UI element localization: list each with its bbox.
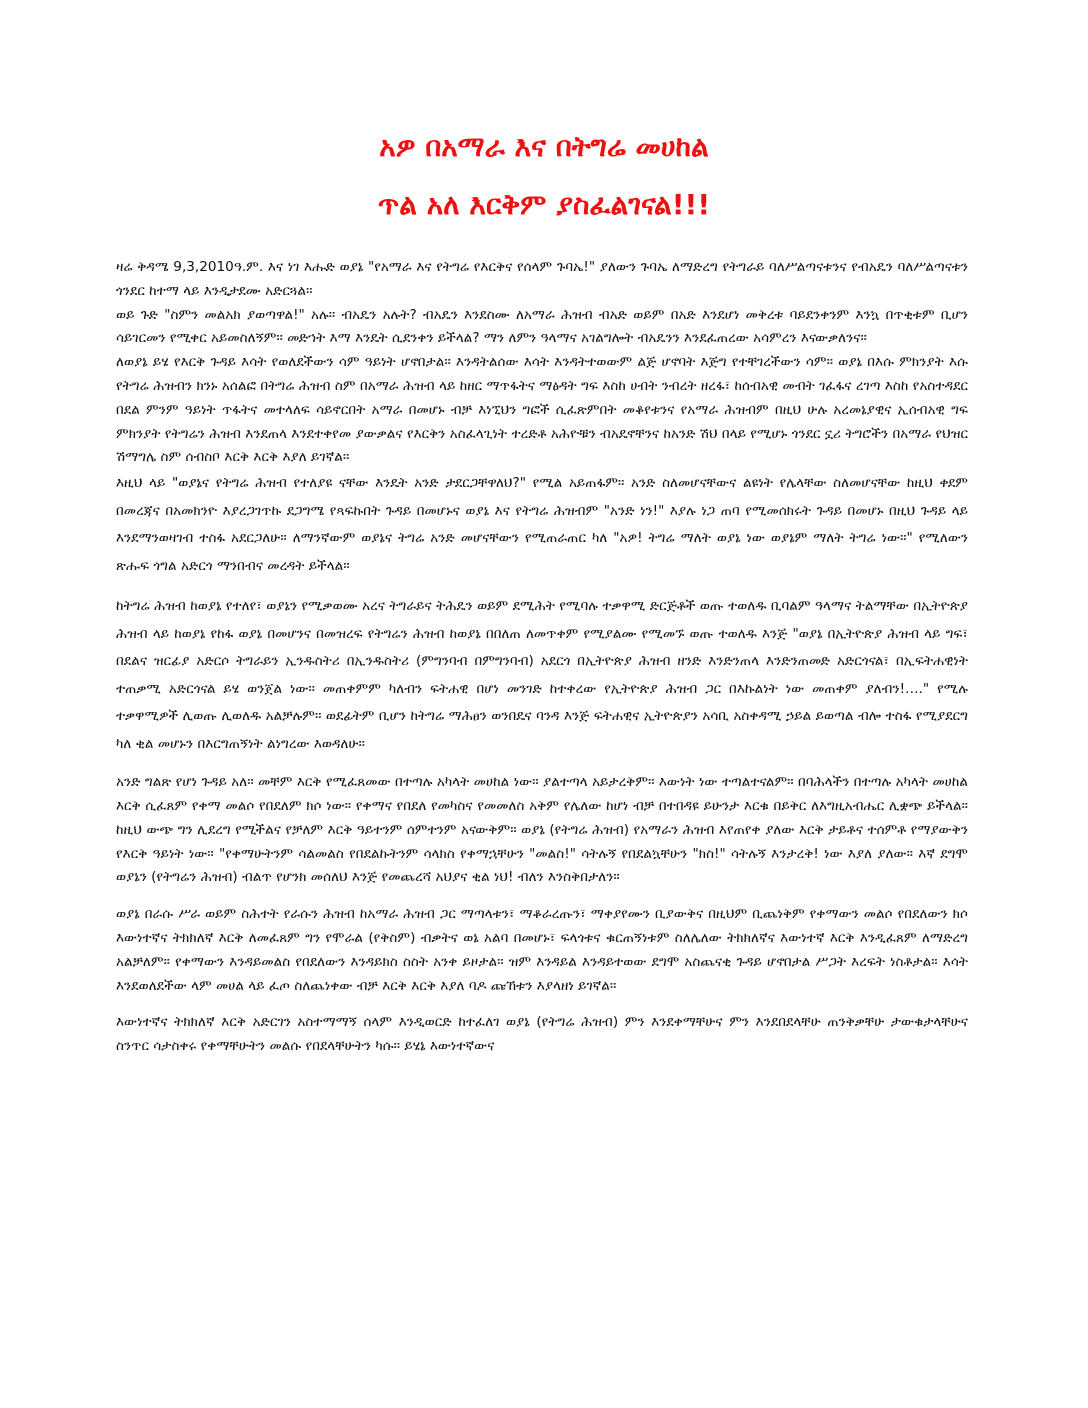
paragraph: ለወያኔ ይሄ የእርቅ ጉዳይ እሳት የወለደችውን ሳም ዓይነት ሆኖበታል፡፡ እንዳትልሰው እሳት እንዳትተወውም ልጅ ሆኖባት እጅግ የተቸገረችውን ሳም፡፡ ወያኔ በእሱ ምክንያት እሱ የትግሬ ሕዝብን ክንኑ አሰልፎ በትግሬ ሕዝብ ስም በአማራ ሕዝብ ላይ ከዘር ማጥፋትና ማፅዳት ግፍ እስከ ሀብት ንብረት ዘረፋ፣ ከሰብአዊ መብት ገፈፋና ረገጣ እስከ የአስተዳደር በደል ምንም ዓይነት ጥፋትና መተላለፍ ሳይኖርበት አማራ በመሆኑ ብቻ እነኚህን ግፎች ሲፈጽምበት መቆየቱንና የአማራ ሕዝብም በዚህ ሁሉ አረመኔያዊና ኢሰብአዊ ግፍ ምክንያት የትግሬን ሕዝብ እንደጠላ እንደተቀየመ ያውቃልና የእርቅን አስፈላጊነት ተረድቶ አሕዮቹን ብአዴኖቸንና ከአንድ ሽህ በላይ የሚሆኑ ጎንደር ኗሪ ትግሮችን በአማራ የህዝር ሽማግሌ ስም ሰብስቦ እርቅ እርቅ እያለ ይገኛል፡፡ [116,354,968,466]
paragraph: እውነተኛና ትክክለኛ እርቅ አድርገን አስተማማኝ ሰላም እንዲወርድ ከተፈለገ ወያኔ (የትግሬ ሕዝብ) ምን እንደቀማቸሁና ምን እንደበደላቸሁ ጠንቅቃቸሁ ታውቁታላቸሁና ስንጥር ሳታስቀሩ የቀማቸሁትን መልሱ የበደላቸሁትን ካሱ፡፡ ይሄኔ እውነተኛውና [116,1014,968,1055]
paragraph: ወያኔ በራሱ ሥራ ወይም ስሕተት የራሱን ሕዝብ ከአማራ ሕዝብ ጋር ማጣላቱን፣ ማቆራረጡን፣ ማቀያየሙን ቢያውቅና በዚህም ቢጨነቅም የቀማውን መልሶ የበደለውን ክሶ እውነተኛና ትክክለኛ እርቅ ለመፈጸም ግን የሞራል (የቅስም) ብቃትና ወኔ አልባ በመሆኑ፣ ፍላጎቱና ቁርጠኝነቱም ስለሌለው ትክክለኛና እውነተኛ እርቅ እንዲፈጸም ለማድረግ አልቻለም፡፡ የቀማውን እንዳይመልስ የበደለውን እንዳይክስ ስስት አንቀ ይዞታል፡፡ ዝም እንዳይል እንዳይተወው ደግሞ አስጨናቂ ጉዳይ ሆኖበታል ሥጋት እረፍት ነስቶታል፡፡ እሳት እንደወለደችው ላም መሀል ላይ ፈጦ ስለጨነቀው ብቻ እርቅ እርቅ እያለ ባዶ ጩኸቱን እያላዘነ ይገኛል፡፡ [116,906,968,994]
document-title-line-2: ጥል አለ እርቅም ያስፈልገናል!!! [377,188,711,221]
document-body [116,256,968,1059]
paragraph: ዛሬ ቅዳሜ 9,3,2010ዓ.ም. እና ነገ እሑድ ወያኔ "የአማራ እና የትግሬ የእርቅና የሰላም ጉባኤ!" ያለውን ጉባኤ ለማድረግ የትግራይ ባለሥልጣናቱንና የብአዴን ባለሥልጣናቱን ጎንደር ከተማ ላይ እንዲታደሙ አድርጓል፡፡ [116,259,968,299]
paragraph: እዚህ ላይ "ወያኔና የትግሬ ሕዝብ የተለያዩ ናቸው እንዴት አንድ ታደርጋቸዋለህ?" የሚል አይጠፋም፡፡ አንድ ስለመሆናቸውና ልዩነት የሌላቸው ስለመሆናቸው ከዚህ ቀደም በመረጃና በአመክንዮ እያረጋገጥኩ ደጋግሜ የጻፍኩበት ጉዳይ በመሆኑና ወያኔ እና የትግሬ ሕዝብም "አንድ ነን!" እያሉ ነጋ ጠባ የሚመሰክሩት ጉዳይ በመሆኑ በዚህ ጉዳይ ላይ እንደማንወዛገብ ተስፋ አደርጋለሁ፡፡ ለማንኛውም ወያኔና ትግሬ አንድ መሆናቸውን የሚጠራጠር ካለ "አዎ! ትግሬ ማለት ወያኔ ነው ወያኔም ማለት ትግሬ ነው፡፡" የሚለውን ጽሑፍ ጎግል አድርጎ ማንበብና መረዳት ይችላል፡፡ [116,475,968,574]
document-title-line-1: አዎ በአማራ እና በትግሬ መሀከል [379,130,709,163]
paragraph: ከትግሬ ሕዝብ ከወያኔ የተለየ፣ ወያኔን የሚቃወሙ አረና ትግራይና ትሕዴን ወይም ደሚሕት የሚባሉ ተቃዋሚ ድርጅቶች ወጡ ተወለዱ ቢባልም ዓላማና ትልማቸው በኢትዮጵያ ሕዝብ ላይ ከወያኔ የከፋ ወያኔ በመሆንና በመዝረፍ የትግሬን ሕዝብ ከወያኔ በበለጠ ለመጥቀም የሚያልሙ የሚመኙ ወጡ ተወለዱ እንጅ "ወያኔ በኢትዮጵያ ሕዝብ ላይ ግፍ፣ በደልና ዝርፊያ አድርሶ ትግራይን ኢንዱስትሪ በኢንዱስትሪ (ምግንባብ በምግንባብ) አደርጎ በኢትዮጵያ ሕዝብ ዘንድ እንድንጠላ እንድንጠመድ አድርጎናል፣ በኢፍትሐዊነት ተጠቃሚ አድርጎናል ይሄ ወንጀል ነው፡፡ መጠቀምም ካለብን ፍትሐዊ በሆነ መንገድ ከተቀረው የኢትዮጵያ ሕዝብ ጋር በእኩልነት ነው መጠቀም ያለብን!…." የሚሉ ተቃዋሚዎች ሊወጡ ሊወለዱ አልቻሉም፡፡ ወደፊትም ቢሆን ከትግሬ ማሕፀን ወንበዴና ባንዳ እንጅ ፍትሐዊና ኢትዮጵያን አሳቢ አስቀዳሚ ኃይል ይወጣል ብሎ ተስፋ የሚያደርግ ካለ ቂል መሆኑን በእርግጠኝነት ልነግረው እወዳለሁ፡፡ [116,598,968,752]
paragraph: አንድ ግልጽ የሆነ ጉዳይ አለ፡፡ መቸም እርቅ የሚፈጸመው በተጣሉ አካላት መሀከል ነው፡፡ ያልተጣላ አይታረቅም፡፡ እውነት ነው ተጣልተናልም፡፡ በባሕላችን በተጣሉ አካላት መሀከል እርቅ ሲፈጸም የቀማ መልሶ የበደለም ክሶ ነው፡፡ የቀማና የበደለ የመካስና የመመለስ አቅም የሌለው ከሆነ ብቻ በተበዳዩ ይሁንታ እርቁ በይቅር ለእግዚአብሔር ሊቋጭ ይችላል፡፡ ከዚህ ውጭ ግን ሊደረግ የሚችልና የቻለም እርቅ ዓይተንም ሰምተንም አናውቅም፡፡ ወያኔ (የትግሬ ሕዝብ) የአማራን ሕዝብ እየጠየቀ ያለው እርቅ ታይቶና ተሰምቶ የማያውቅን የእርቅ ዓይነት ነው፡፡ "የቀማሁትንም ሳልመልስ የበደልኩትንም ሳላክስ የቀማኋቸሁን "መልስ!" ሳትሉኝ የበደልኳቸሁን "ክስ!" ሳትሉኝ እንታረቅ! ነው እያለ ያለው፡፡ እኛ ደግሞ ወያኔን (የትግሬን ሕዝብ) ብልጥ የሆንክ መሰለህ እንጅ የመጨረሻ አህያና ቂል ነህ! ብለን እንስቅበታለን፡፡ [116,774,968,886]
paragraph: ወይ ጉድ "ስምን መልአክ ያወጣዋል!" አሉ፡፡ ብአዴን አሉት? ብአዴን እንደስሙ ለአማራ ሕዝብ ብአድ ወይም በአድ እንደሆነ መቅረቱ ባይደንቀንም እንኳ በጥቂቱም ቢሆን ሳይገርመን የሚቀር አይመስለኝም፡፡ መድኀት እማ እንዴት ሲደንቀን ይችላል? ማን ለምን ዓላማና አገልግሎት ብአዴንን እንደፈጠረው አሳምረን እናውቃለንና፡፡ [116,306,968,347]
